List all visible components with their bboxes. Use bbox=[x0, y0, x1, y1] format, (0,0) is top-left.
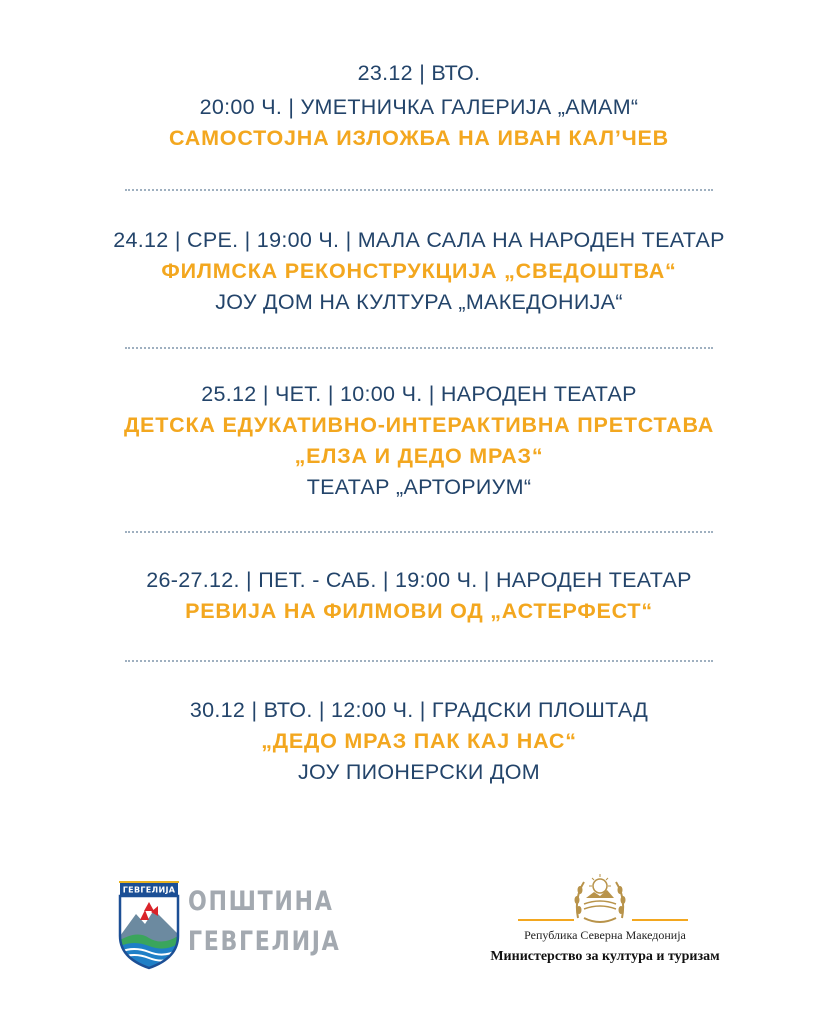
event-date: 30.12 | ВТО. | 12:00 Ч. | ГРАДСКИ ПЛОШТАД bbox=[189, 698, 649, 722]
event-venue: 20:00 Ч. | УМЕТНИЧКА ГАЛЕРИЈА „АМАМ“ bbox=[199, 95, 639, 119]
republic-label: Република Северна Македонија bbox=[524, 928, 686, 942]
decorative-line-right bbox=[632, 919, 688, 921]
event-title: РЕВИЈА НА ФИЛМОВИ ОД „АСТЕРФЕСТ“ bbox=[185, 599, 653, 623]
coat-of-arms-icon bbox=[570, 868, 630, 930]
event-title-continued: „ЕЛЗА И ДЕДО МРАЗ“ bbox=[294, 444, 544, 468]
event-date: 25.12 | ЧЕТ. | 10:00 Ч. | НАРОДЕН ТЕАТАР bbox=[201, 382, 637, 406]
event-date: 24.12 | СРЕ. | 19:00 Ч. | МАЛА САЛА НА НАРОДЕН ТЕАТАР bbox=[113, 228, 725, 252]
event-title: САМОСТОЈНА ИЗЛОЖБА НА ИВАН КАЛ’ЧЕВ bbox=[168, 126, 670, 150]
event-title: ДЕТСКА ЕДУКАТИВНО-ИНТЕРАКТИВНА ПРЕТСТАВА bbox=[123, 413, 715, 437]
ministry-name: Министерство за култура и туризам bbox=[490, 949, 720, 964]
event-date: 26-27.12. | ПЕТ. - САБ. | 19:00 Ч. | НАРОДЕН ТЕАТАР bbox=[146, 568, 692, 592]
event-2 bbox=[0, 225, 838, 318]
event-title: ФИЛМСКА РЕКОНСТРУКЦИЈА „СВЕДОШТВА“ bbox=[161, 259, 677, 283]
decorative-line-left bbox=[518, 919, 574, 921]
separator bbox=[125, 531, 713, 533]
event-3 bbox=[0, 379, 838, 503]
event-title: „ДЕДО МРАЗ ПАК КАЈ НАС“ bbox=[261, 729, 577, 753]
municipality-name: ОПШТИНА ГЕВГЕЛИЈА bbox=[188, 886, 341, 957]
svg-text:ГЕВГЕЛИЈА: ГЕВГЕЛИЈА bbox=[122, 885, 176, 895]
gevgelija-crest-icon bbox=[118, 880, 180, 970]
event-5 bbox=[0, 695, 838, 788]
separator bbox=[125, 189, 713, 191]
event-1 bbox=[0, 58, 838, 154]
event-4 bbox=[0, 565, 838, 627]
ministry-logo bbox=[460, 868, 750, 978]
event-organizer: ЈОУ ПИОНЕРСКИ ДОМ bbox=[298, 760, 540, 784]
event-organizer: ТЕАТАР „АРТОРИУМ“ bbox=[306, 475, 532, 499]
event-organizer: ЈОУ ДОМ НА КУЛТУРА „МАКЕДОНИЈА“ bbox=[215, 290, 623, 314]
separator bbox=[125, 347, 713, 349]
separator bbox=[125, 660, 713, 662]
municipality-logo bbox=[118, 880, 348, 970]
event-date: 23.12 | ВТО. bbox=[357, 61, 481, 85]
